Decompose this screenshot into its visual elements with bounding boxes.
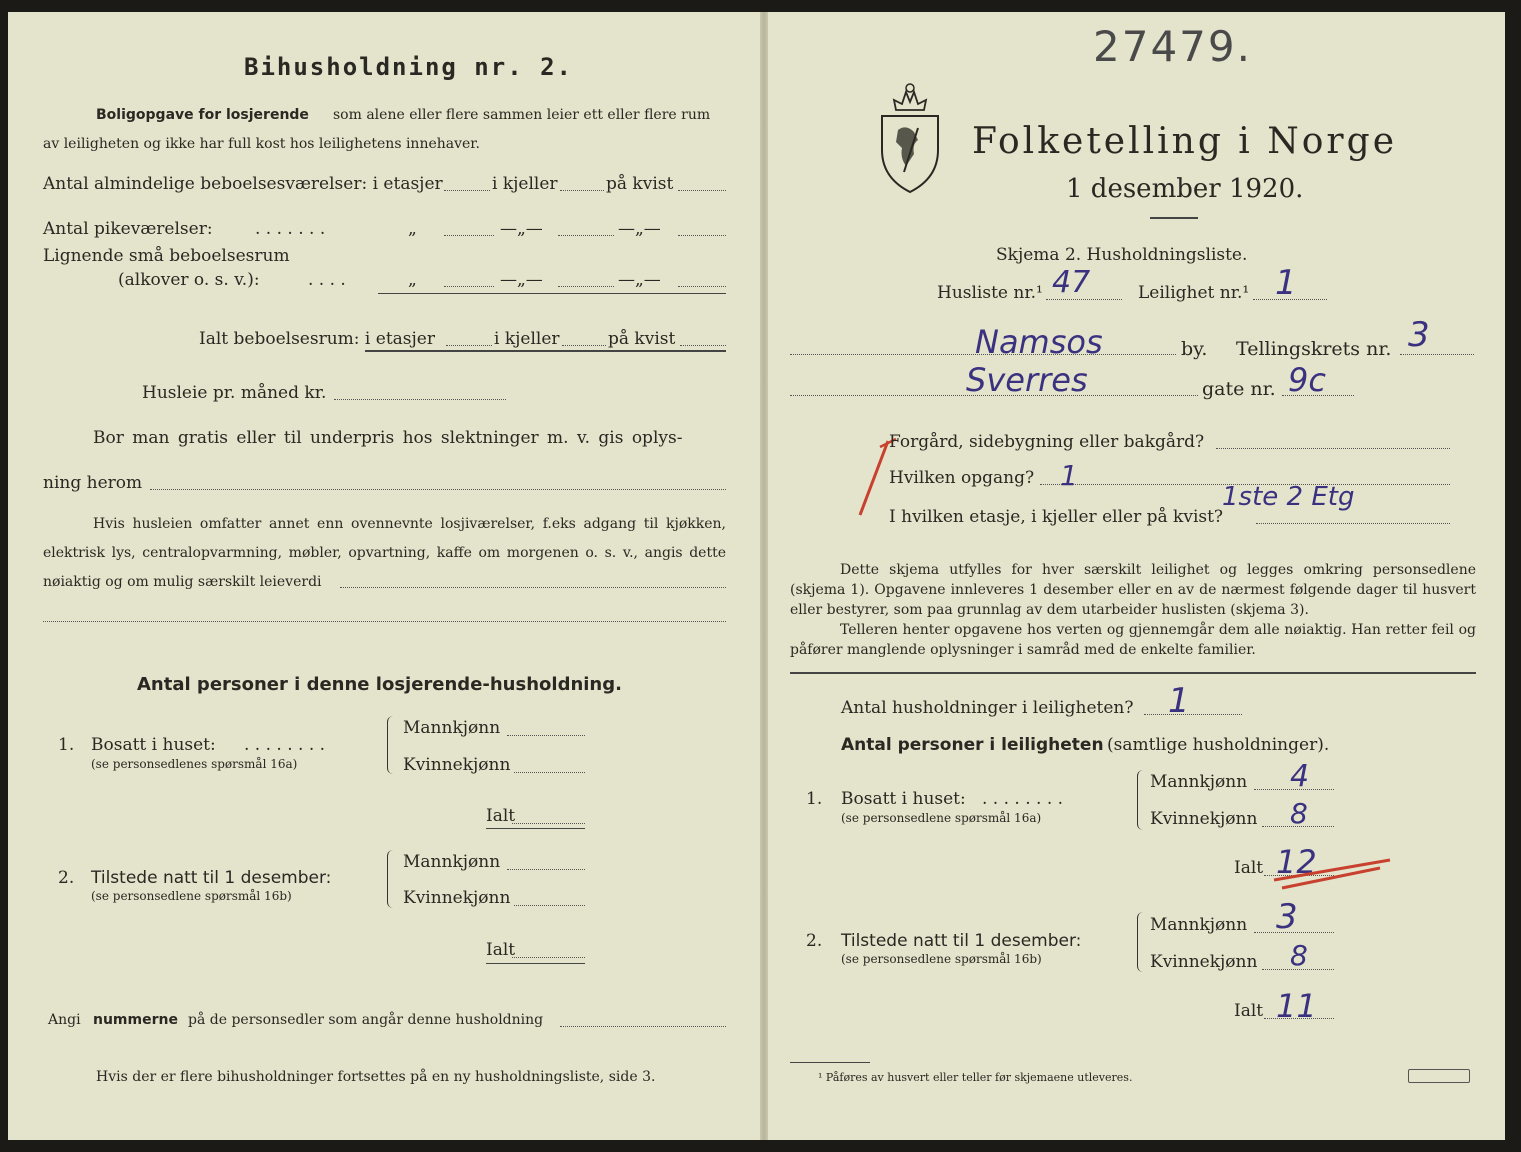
right-bosatt-label: Bosatt i huset: [841,789,966,809]
right-tilstede-kvinne-label: Kvinnekjønn [1150,952,1258,972]
left-bosatt-dots: . . . . . . . . [244,735,326,755]
lignende-ditto-kvist: —„— [618,270,661,290]
antal-pers-bold: Antal personer i leiligheten [841,735,1104,755]
pike-ditto-kjeller: —„— [500,219,543,239]
info-paragraph-1 [790,560,1476,620]
hvis-paragraph [43,510,726,597]
left-heading: Bihusholdning nr. 2. [244,53,573,81]
form-title: Folketelling i Norge [972,121,1397,162]
form-date: 1 desember 1920. [1066,174,1304,204]
right-tilstede-kvinne-value: 8 [1290,939,1308,972]
left-tilstede-label: Tilstede natt til 1 desember: [91,868,332,888]
left-tilstede-kvinne-label: Kvinnekjønn [403,888,511,908]
bor-field [150,489,726,490]
angi-pre: Angi [48,1012,81,1028]
angi-bold: nummerne [93,1012,178,1028]
left-tilstede-sub: (se personsedlene spørsmål 16b) [91,889,292,903]
archive-number: 27479. [1093,22,1252,71]
hvis-text: Hvis husleien omfatter annet enn ovennevnte losjiværelser, f.eks adgang til kjøkken, elektrisk lys, centralopvarmning, møbler, opvartning, kaffe om morgenen o. s. v., angis dette nøiaktig og om mulig særskilt leieverdi [43,516,726,590]
left-bosatt-kvinne-field [514,772,585,773]
pike-ditto-kvist: —„— [618,219,661,239]
right-bosatt-ialt-label: Ialt [1234,858,1264,878]
forgard-field [1216,448,1450,449]
rooms-kjeller-field [560,190,604,191]
lignende-ditto-kjeller: —„— [500,270,543,290]
skjema-label: Skjema 2. Husholdningsliste. [996,245,1248,265]
gate-nr-value: 9c [1288,361,1326,399]
ialt-kvist-field [680,345,726,346]
footnote: ¹ Påføres av husvert eller teller før skjemaene utleveres. [818,1071,1133,1084]
husleie-field [334,399,506,400]
left-bosatt-brace [387,716,398,774]
lignende-underline [378,293,726,294]
right-tilstede-label: Tilstede natt til 1 desember: [841,931,1082,951]
lignende-label-2: (alkover o. s. v.): [118,270,260,290]
right-tilstede-sub: (se personsedlene spørsmål 16b) [841,952,1042,966]
right-bosatt-kvinne-label: Kvinnekjønn [1150,809,1258,829]
intro-rest: som alene eller flere sammen leier ett eller flere rum [333,107,711,123]
left-bosatt-kvinne-label: Kvinnekjønn [403,755,511,775]
rooms-label: Antal almindelige beboelsesværelser: i etasjer [43,174,443,194]
info-rule [790,672,1476,674]
ialt-rooms-underline [365,350,726,352]
left-bosatt-ialt-underline [486,828,585,829]
ialt-rooms-label: Ialt beboelsesrum: i etasjer [199,329,435,349]
lignende-etasjer-field [444,286,494,287]
lignende-ditto: „ [408,270,417,290]
gate-value: Sverres [966,361,1088,399]
lignende-label-1: Lignende små beboelsesrum [43,246,290,266]
intro-line2: av leiligheten og ikke har full kost hos leilighetens innehaver. [43,136,480,152]
ialt-paa-kvist: på kvist [608,329,676,349]
pike-etasjer-field [444,235,494,236]
antal-hush-value: 1 [1168,681,1190,721]
angi-post: på de personsedler som angår denne husholdning [188,1012,544,1028]
lignende-kvist-field [678,286,726,287]
left-bosatt-ialt-label: Ialt [486,806,516,826]
right-bosatt-mann-label: Mannkjønn [1150,772,1248,792]
info-text-1: Dette skjema utfylles for hver særskilt leilighet og legges omkring personsedlene (skjema 1). Opgavene innleveres 1 desember eller en av de nærmest følgende dager til husvert eller bestyrer, som paa grunnlag av dem utarbeider huslisten (skjema 3). [790,562,1476,618]
norway-coat-of-arms-icon [878,80,942,196]
husliste-value: 47 [1052,265,1091,300]
antal-hush-field [1144,714,1242,715]
right-bosatt-sub: (se personsedlene spørsmål 16a) [841,811,1042,825]
lignende-kjeller-field [558,286,614,287]
leieverdi-field [340,587,726,588]
intro-bold: Boligopgave for losjerende [96,107,309,123]
left-tilstede-num: 2. [58,868,75,888]
footnote-rule [790,1062,870,1063]
bor-line-2: ning herom [43,473,143,493]
left-bosatt-num: 1. [58,735,75,755]
husleie-label: Husleie pr. måned kr. [142,383,327,403]
left-tilstede-ialt-label: Ialt [486,940,516,960]
right-tilstede-brace [1137,912,1148,972]
lignende-dots: . . . . [308,270,346,290]
left-tilstede-kvinne-field [514,905,585,906]
antal-pers-rest: (samtlige husholdninger). [1107,735,1330,755]
right-tilstede-mann-value: 3 [1276,897,1298,937]
left-tilstede-brace [387,850,398,908]
pike-label: Antal pikeværelser: [43,219,213,239]
ialt-i-kjeller: i kjeller [494,329,560,349]
right-bosatt-ialt-value: 12 [1276,843,1317,881]
husliste-label: Husliste nr.¹ [937,283,1043,303]
pike-ditto: „ [408,219,417,239]
left-tilstede-ialt-underline [486,963,585,964]
right-bosatt-brace [1137,770,1148,830]
krets-value: 3 [1408,315,1430,355]
by-value: Namsos [975,323,1103,361]
opgang-value: 1 [1060,459,1078,492]
pike-kvist-field [678,235,726,236]
leieverdi-field-2 [43,621,726,622]
right-bosatt-dots: . . . . . . . . [982,789,1064,809]
antal-hush-label: Antal husholdninger i leiligheten? [841,698,1134,718]
leilighet-value: 1 [1275,263,1297,303]
etasje-field [1256,523,1450,524]
etasje-value: 1ste 2 Etg [1222,482,1355,512]
right-tilstede-mann-label: Mannkjønn [1150,915,1248,935]
left-tilstede-mann-label: Mannkjønn [403,852,501,872]
rooms-kvist-field [678,190,726,191]
gate-label: gate nr. [1202,378,1276,400]
left-bosatt-label: Bosatt i huset: [91,735,216,755]
left-footer: Hvis der er flere bihusholdninger fortsettes på en ny husholdningsliste, side 3. [96,1069,656,1085]
right-bosatt-kvinne-value: 8 [1290,797,1308,830]
info-text-2: Telleren henter opgavene hos verten og gjennemgår dem alle nøiaktig. Han retter feil og påfører manglende oplysninger i samråd med de enkelte familier. [790,622,1476,658]
right-tilstede-num: 2. [806,931,823,951]
rooms-paa-kvist: på kvist [606,174,674,194]
etasje-label: I hvilken etasje, i kjeller eller på kvist? [889,507,1224,527]
left-bosatt-sub: (se personsedlenes spørsmål 16a) [91,757,298,771]
opgang-label: Hvilken opgang? [889,468,1035,488]
right-tilstede-ialt-label: Ialt [1234,1001,1264,1021]
ialt-kjeller-field [562,345,606,346]
printer-stamp [1408,1069,1470,1083]
krets-label: Tellingskrets nr. [1236,338,1392,360]
left-tilstede-ialt-field [512,957,585,958]
title-rule [1150,217,1198,219]
pike-dots: . . . . . . . [255,219,326,239]
bor-line-1: Bor man gratis eller til underpris hos slektninger m. v. gis oplys- [93,428,683,448]
pike-kjeller-field [558,235,614,236]
left-tilstede-mann-field [507,869,585,870]
by-label: by. [1181,338,1208,360]
rooms-i-kjeller: i kjeller [492,174,558,194]
page-fold [760,12,768,1140]
left-antal-heading: Antal personer i denne losjerende-husholdning. [137,674,622,695]
rooms-etasjer-field [444,190,490,191]
angi-field [560,1026,726,1027]
left-bosatt-mann-field [507,735,585,736]
right-bosatt-mann-value: 4 [1290,759,1310,794]
left-bosatt-mann-label: Mannkjønn [403,718,501,738]
info-paragraph-2 [790,620,1476,660]
ialt-etasjer-field [446,345,492,346]
forgard-label: Forgård, sidebygning eller bakgård? [889,432,1205,452]
right-tilstede-ialt-value: 11 [1276,987,1317,1025]
leilighet-label: Leilighet nr.¹ [1138,283,1250,303]
red-strike-icon [1270,854,1396,894]
right-bosatt-num: 1. [806,789,823,809]
left-bosatt-ialt-field [512,823,585,824]
